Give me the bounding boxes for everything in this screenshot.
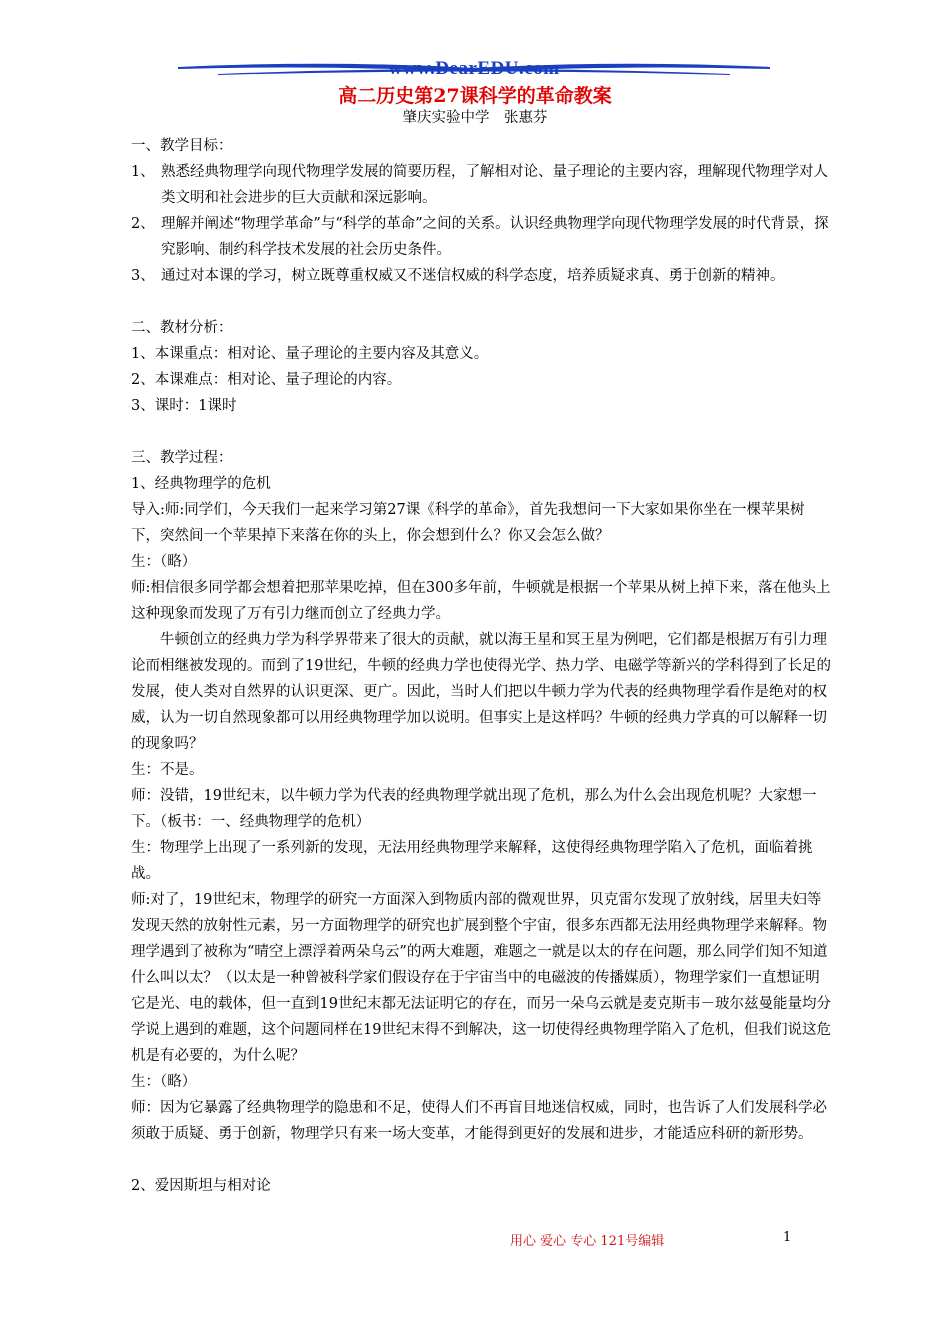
- paragraph: 生：物理学上出现了一系列新的发现，无法用经典物理学来解释，这使得经典物理学陷入了危机，面临着挑战。: [131, 840, 813, 882]
- goal-item: [131, 211, 831, 263]
- goal-item: [131, 159, 831, 211]
- goal-text: 理解并阐述“物理学革命”与“科学的革命”之间的关系。认识经典物理学向现代物理学发展的时代背景，探究影响、制约科学技术发展的社会历史条件。: [161, 216, 829, 258]
- subsection-heading: 2、爱因斯坦与相对论: [131, 1178, 271, 1194]
- section-heading-process: 三、教学过程：: [131, 450, 233, 466]
- document-author: 肇庆实验中学 张惠芬: [402, 110, 548, 126]
- goal-item: [131, 263, 831, 289]
- paragraph: 生：（略）: [131, 554, 197, 570]
- paragraph: 导入:师:同学们，今天我们一起来学习第27课《科学的革命》，首先我想问一下大家如果你坐在一棵苹果树下，突然间一个苹果掉下来落在你的头上，你会想到什么？你又会怎么做？: [131, 502, 805, 544]
- paragraph: 师:相信很多同学都会想着把那苹果吃掉，但在300多年前，牛顿就是根据一个苹果从树上掉下来，落在他头上这种现象而发现了万有引力继而创立了经典力学。: [131, 580, 831, 622]
- section-heading-analysis: 二、教材分析：: [131, 320, 233, 336]
- site-banner: [178, 58, 770, 80]
- footer-text: 用心 爱心 专心 121号编辑: [510, 1234, 665, 1249]
- goal-number: 1、: [131, 164, 155, 180]
- page-number: 1: [783, 1230, 792, 1245]
- goal-number: 3、: [131, 268, 155, 284]
- analysis-line: 3、课时：1课时: [131, 398, 237, 414]
- goal-number: 2、: [131, 216, 155, 232]
- page-footer: [0, 1230, 950, 1250]
- subsection-heading: 1、经典物理学的危机: [131, 476, 271, 492]
- site-url: www.DearEDU.com: [388, 58, 560, 79]
- analysis-line: 2、本课难点：相对论、量子理论的内容。: [131, 372, 402, 388]
- section-heading-goals: 一、教学目标：: [131, 138, 233, 154]
- document-title: 高二历史第27课科学的革命教案: [338, 85, 612, 107]
- paragraph: 师：没错，19世纪末，以牛顿力学为代表的经典物理学就出现了危机，那么为什么会出现危机呢？大家想一下。（板书：一、经典物理学的危机）: [131, 788, 817, 830]
- paragraph: 生：不是。: [131, 762, 204, 778]
- goal-text: 通过对本课的学习，树立既尊重权威又不迷信权威的科学态度，培养质疑求真、勇于创新的精神。: [161, 268, 785, 284]
- goal-text: 熟悉经典物理学向现代物理学发展的简要历程，了解相对论、量子理论的主要内容，理解现代物理学对人类文明和社会进步的巨大贡献和深远影响。: [161, 164, 828, 206]
- paragraph: 生：（略）: [131, 1074, 197, 1090]
- paragraph: 师:对了，19世纪末，物理学的研究一方面深入到物质内部的微观世界，贝克雷尔发现了放射线，居里夫妇等发现天然的放射性元素，另一方面物理学的研究也扩展到整个宇宙，很多东西都无法用经典物理学来解释。物理学遇到了被称为“晴空上漂浮着两朵乌云”的两大难题，难题之一就是以太的存在问题，那么同学们知不知道什么叫以太？（以太是一种曾被科学家们假设存在于宇宙当中的电磁波的传播媒质），物理学家们一直想证明它是光、电的载体，但一直到19世纪末都无法证明它的存在，而另一朵乌云就是麦克斯韦－玻尔兹曼能量均分学说上遇到的难题，这个问题同样在19世纪末得不到解决，这一切使得经典物理学陷入了危机，但我们说这危机是有必要的，为什么呢？: [131, 892, 831, 1064]
- paragraph: 牛顿创立的经典力学为科学界带来了很大的贡献，就以海王星和冥王星为例吧，它们都是根据万有引力理论而相继被发现的。而到了19世纪，牛顿的经典力学也使得光学、热力学、电磁学等新兴的学科得到了长足的发展，使人类对自然界的认识更深、更广。因此，当时人们把以牛顿力学为代表的经典物理学看作是绝对的权威，认为一切自然现象都可以用经典物理学加以说明。但事实上是这样吗？牛顿的经典力学真的可以解释一切的现象吗？: [131, 632, 831, 752]
- paragraph: 师：因为它暴露了经典物理学的隐患和不足，使得人们不再盲目地迷信权威，同时，也告诉了人们发展科学必须敢于质疑、勇于创新，物理学只有来一场大变革，才能得到更好的发展和进步，才能适应科研的新形势。: [131, 1100, 827, 1142]
- analysis-line: 1、本课重点：相对论、量子理论的主要内容及其意义。: [131, 346, 489, 362]
- document-body: [131, 133, 831, 1199]
